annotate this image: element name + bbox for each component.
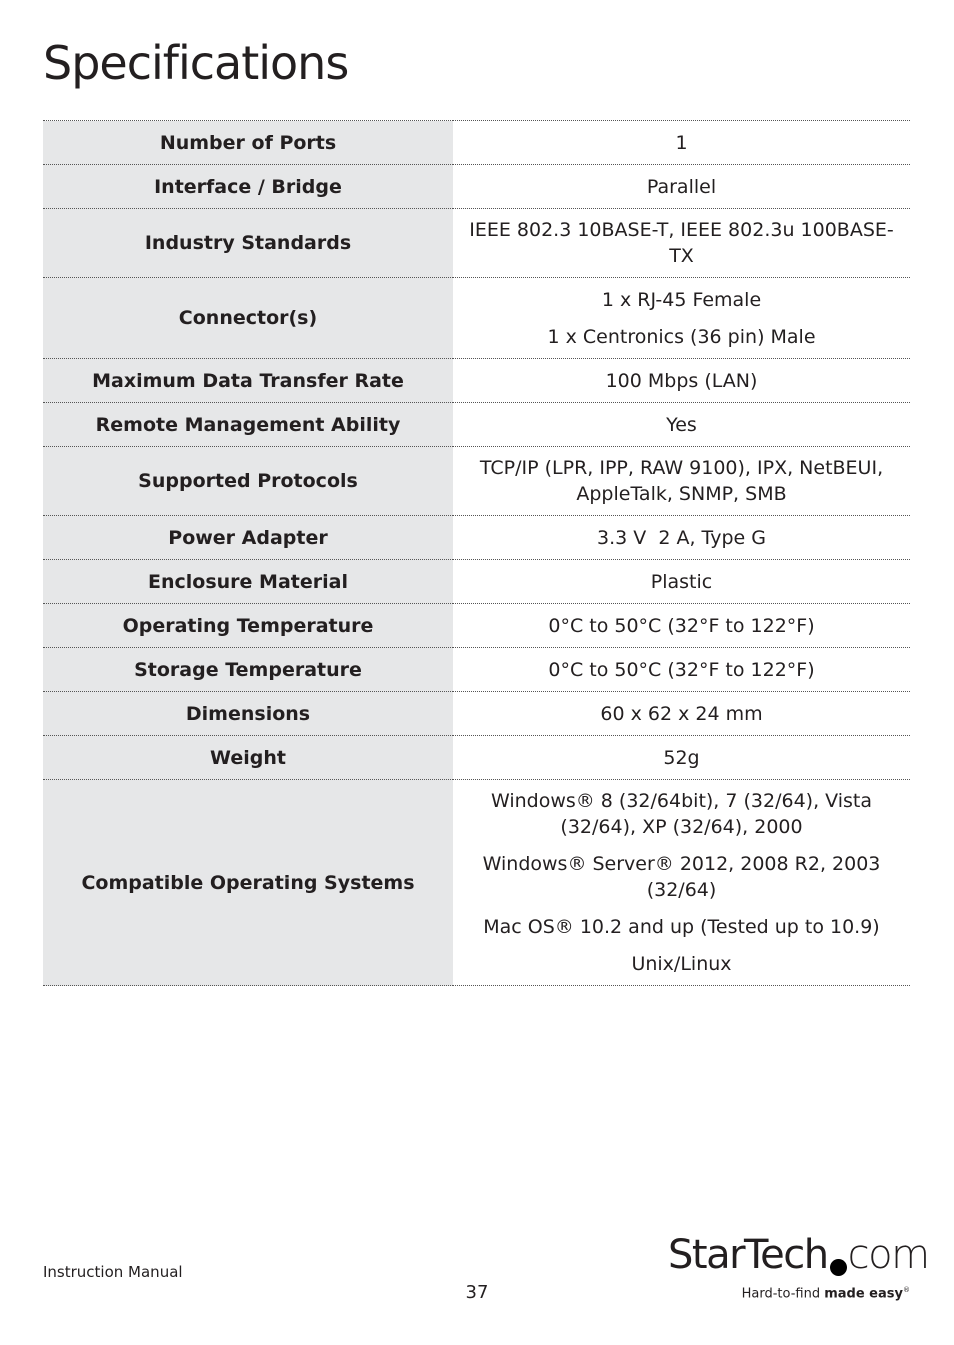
spec-row — [43, 403, 910, 447]
spec-value — [453, 165, 910, 209]
spec-label: Connector(s) — [43, 278, 453, 359]
spec-row — [43, 447, 910, 516]
spec-value-line: 0°C to 50°C (32°F to 122°F) — [548, 658, 815, 681]
page-title: Specifications — [43, 36, 349, 90]
spec-value-line: 1 x Centronics (36 pin) Male — [547, 325, 816, 348]
spec-value — [453, 736, 910, 780]
spec-value — [453, 560, 910, 604]
spec-row — [43, 165, 910, 209]
spec-row — [43, 736, 910, 780]
spec-row — [43, 121, 910, 165]
spec-row — [43, 209, 910, 278]
spec-label: Storage Temperature — [43, 648, 453, 692]
spec-value — [453, 780, 910, 986]
logo-wordmark — [668, 1232, 929, 1278]
spec-label: Power Adapter — [43, 516, 453, 560]
spec-row — [43, 692, 910, 736]
spec-label: Compatible Operating Systems — [43, 780, 453, 986]
spec-row — [43, 359, 910, 403]
spec-value-line: Windows® Server® 2012, 2008 R2, 2003 (32/64) — [482, 853, 881, 901]
spec-row — [43, 516, 910, 560]
spec-value — [453, 403, 910, 447]
spec-value — [453, 516, 910, 560]
spec-value-line: 3.3 V 2 A, Type G — [597, 526, 766, 549]
spec-value-line: Plastic — [650, 570, 713, 593]
spec-label: Industry Standards — [43, 209, 453, 278]
logo-brand: StarTech — [668, 1232, 828, 1278]
spec-label: Remote Management Ability — [43, 403, 453, 447]
specifications-table-body — [43, 121, 910, 986]
spec-value-line: 60 x 62 x 24 mm — [600, 702, 763, 725]
spec-value-line: 100 Mbps (LAN) — [605, 369, 758, 392]
spec-value-line: Unix/Linux — [631, 953, 732, 975]
logo-tagline — [742, 1282, 910, 1302]
spec-value — [453, 604, 910, 648]
logo-tagline-bold: made easy — [824, 1286, 903, 1302]
spec-label: Maximum Data Transfer Rate — [43, 359, 453, 403]
spec-value-line: IEEE 802.3 10BASE-T, IEEE 802.3u 100BASE-TX — [469, 219, 894, 267]
spec-value-line: 0°C to 50°C (32°F to 122°F) — [548, 614, 815, 637]
logo-tagline-prefix: Hard-to-find — [741, 1286, 825, 1302]
spec-label: Supported Protocols — [43, 447, 453, 516]
spec-row — [43, 604, 910, 648]
specifications-table — [43, 120, 910, 986]
spec-row — [43, 560, 910, 604]
footer-document-title: Instruction Manual — [43, 1263, 183, 1281]
spec-value — [453, 648, 910, 692]
logo-dot-icon — [830, 1259, 847, 1276]
spec-label: Number of Ports — [43, 121, 453, 165]
spec-value-line: Yes — [666, 413, 697, 436]
page-number: 37 — [465, 1282, 489, 1303]
spec-value-line: TCP/IP (LPR, IPP, RAW 9100), IPX, NetBEUI, AppleTalk, SNMP, SMB — [479, 457, 884, 505]
spec-value — [453, 359, 910, 403]
spec-value — [453, 121, 910, 165]
spec-value — [453, 692, 910, 736]
spec-label: Dimensions — [43, 692, 453, 736]
spec-value — [453, 209, 910, 278]
spec-label: Enclosure Material — [43, 560, 453, 604]
spec-value-line: Mac OS® 10.2 and up (Tested up to 10.9) — [483, 916, 880, 938]
logo-tagline-mark: ® — [903, 1286, 910, 1294]
spec-label: Operating Temperature — [43, 604, 453, 648]
spec-value — [453, 447, 910, 516]
spec-row — [43, 278, 910, 359]
spec-row — [43, 780, 910, 986]
logo-suffix: com — [847, 1232, 929, 1278]
spec-label: Interface / Bridge — [43, 165, 453, 209]
startech-logo — [668, 1232, 929, 1302]
spec-value-line: Windows® 8 (32/64bit), 7 (32/64), Vista (32/64), XP (32/64), 2000 — [490, 790, 873, 838]
spec-label: Weight — [43, 736, 453, 780]
spec-row — [43, 648, 910, 692]
spec-value-line: 1 — [675, 131, 688, 154]
spec-value-line: 52g — [663, 746, 700, 769]
spec-value — [453, 278, 910, 359]
spec-value-line: 1 x RJ-45 Female — [601, 288, 762, 311]
spec-value-line: Parallel — [646, 175, 717, 198]
